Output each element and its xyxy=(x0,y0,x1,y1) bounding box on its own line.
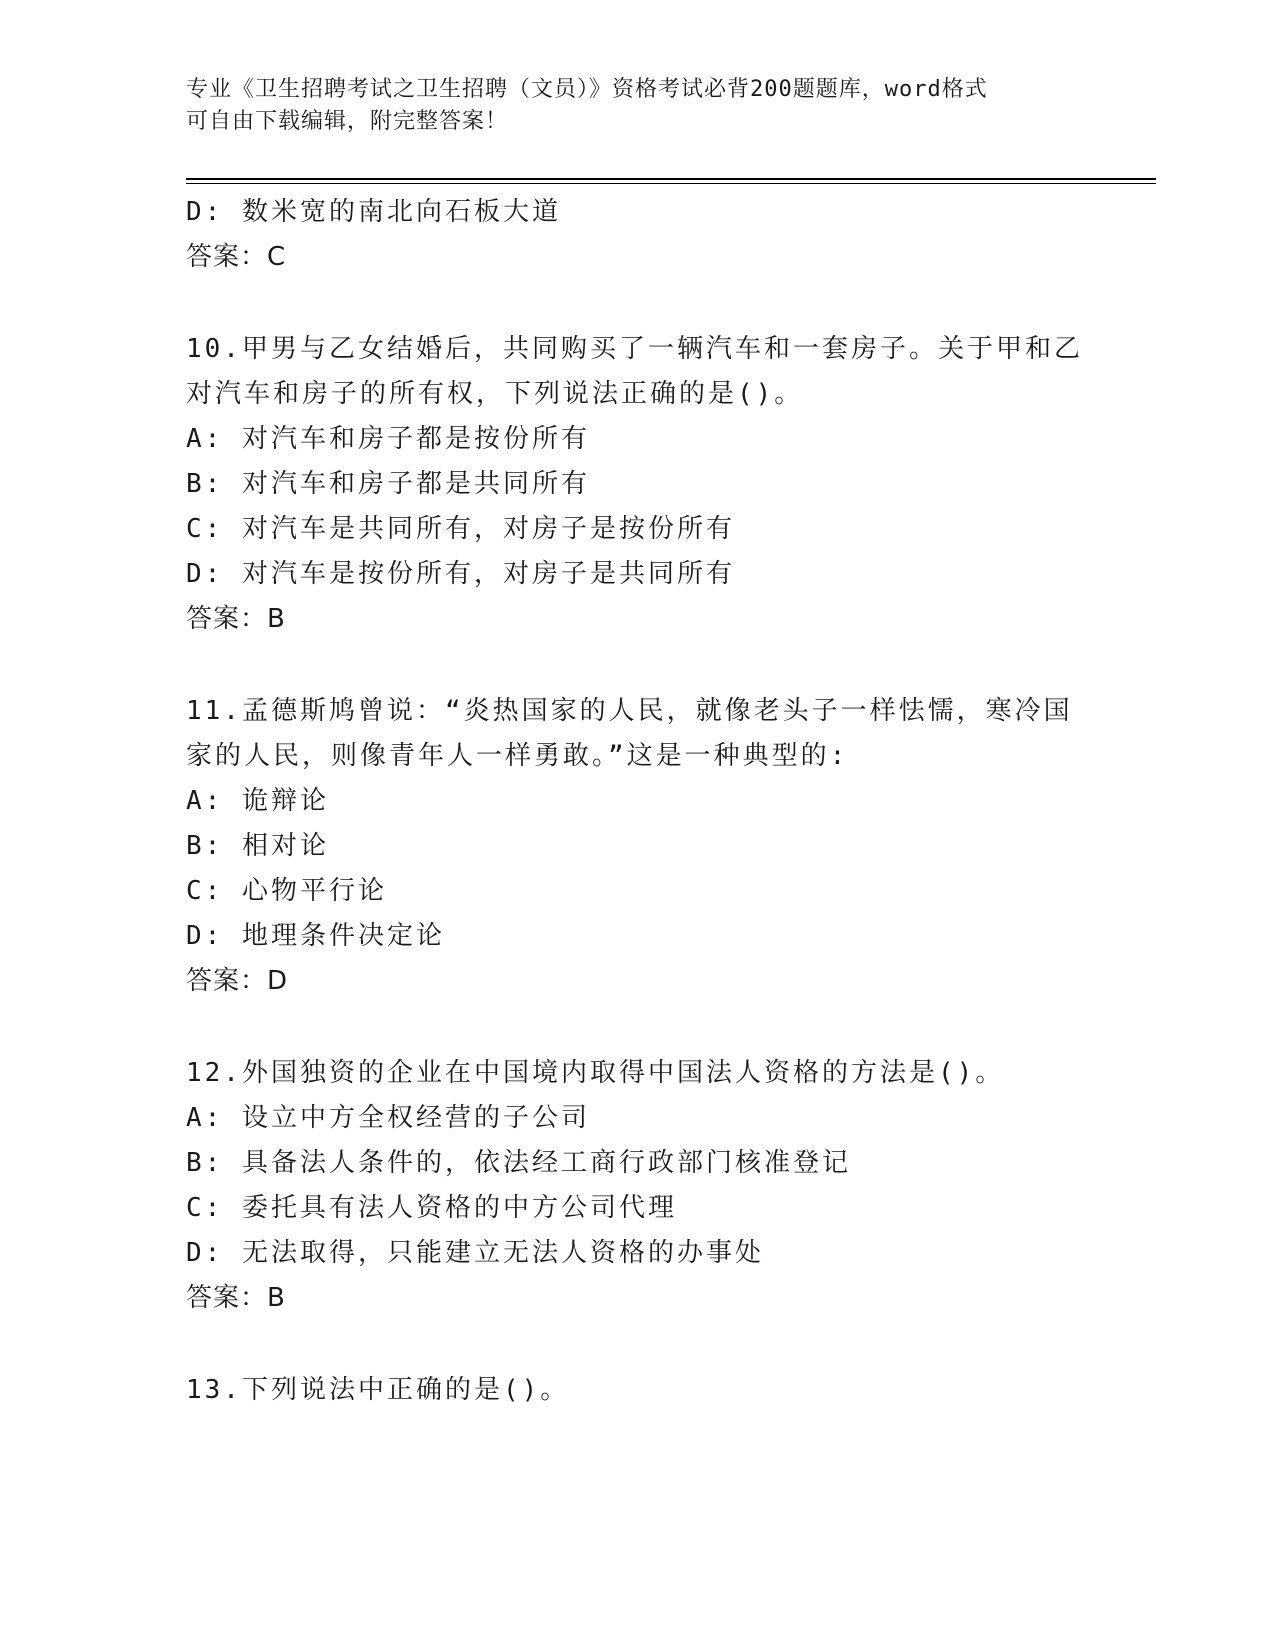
question-stem-line: 对汽车和房子的所有权，下列说法正确的是()。 xyxy=(186,379,804,409)
option-a: A: 诡辩论 xyxy=(186,786,329,816)
option-a: A: 设立中方全权经营的子公司 xyxy=(186,1103,590,1133)
header-line-2: 可自由下载编辑，附完整答案！ xyxy=(186,109,509,134)
header-rule-thin xyxy=(186,183,1156,184)
option-b: B: 具备法人条件的，依法经工商行政部门核准登记 xyxy=(186,1148,851,1178)
option-c: C: 对汽车是共同所有，对房子是按份所有 xyxy=(186,514,735,544)
question-list xyxy=(186,190,1086,1413)
question-stem-line: 12.外国独资的企业在中国境内取得中国法人资格的方法是()。 xyxy=(186,1058,1005,1088)
header-line-1: 专业《卫生招聘考试之卫生招聘（文员）》资格考试必背200题题库，word格式 xyxy=(186,77,988,102)
question-gap xyxy=(186,642,1086,689)
question-gap xyxy=(186,1321,1086,1368)
question-10 xyxy=(186,327,1086,642)
header-rule-thick xyxy=(186,178,1156,180)
answer-line: 答案：D xyxy=(186,966,289,996)
option-c: C: 委托具有法人资格的中方公司代理 xyxy=(186,1193,677,1223)
document-header xyxy=(186,74,1076,138)
question-12 xyxy=(186,1051,1086,1321)
question-stem-line: 家的人民，则像青年人一样勇敢。”这是一种典型的: xyxy=(186,741,849,771)
answer-line: 答案：B xyxy=(186,1283,286,1313)
option-d: D: 对汽车是按份所有，对房子是共同所有 xyxy=(186,559,735,589)
question-stem-line: 10.甲男与乙女结婚后，共同购买了一辆汽车和一套房子。关于甲和乙 xyxy=(186,334,1083,364)
option-d: D: 数米宽的南北向石板大道 xyxy=(186,197,561,227)
question-gap xyxy=(186,280,1086,327)
question-11 xyxy=(186,689,1086,1004)
option-b: B: 相对论 xyxy=(186,831,329,861)
question-stem-line: 11.孟德斯鸠曾说：“炎热国家的人民，就像老头子一样怯懦，寒冷国 xyxy=(186,696,1073,726)
answer-line: 答案：B xyxy=(186,604,286,634)
option-a: A: 对汽车和房子都是按份所有 xyxy=(186,424,590,454)
answer-line: 答案：C xyxy=(186,242,287,272)
question-stem-line: 13.下列说法中正确的是()。 xyxy=(186,1375,570,1405)
option-d: D: 地理条件决定论 xyxy=(186,921,445,951)
question-gap xyxy=(186,1004,1086,1051)
option-d: D: 无法取得，只能建立无法人资格的办事处 xyxy=(186,1238,764,1268)
option-c: C: 心物平行论 xyxy=(186,876,387,906)
option-b: B: 对汽车和房子都是共同所有 xyxy=(186,469,590,499)
question-13 xyxy=(186,1368,1086,1413)
